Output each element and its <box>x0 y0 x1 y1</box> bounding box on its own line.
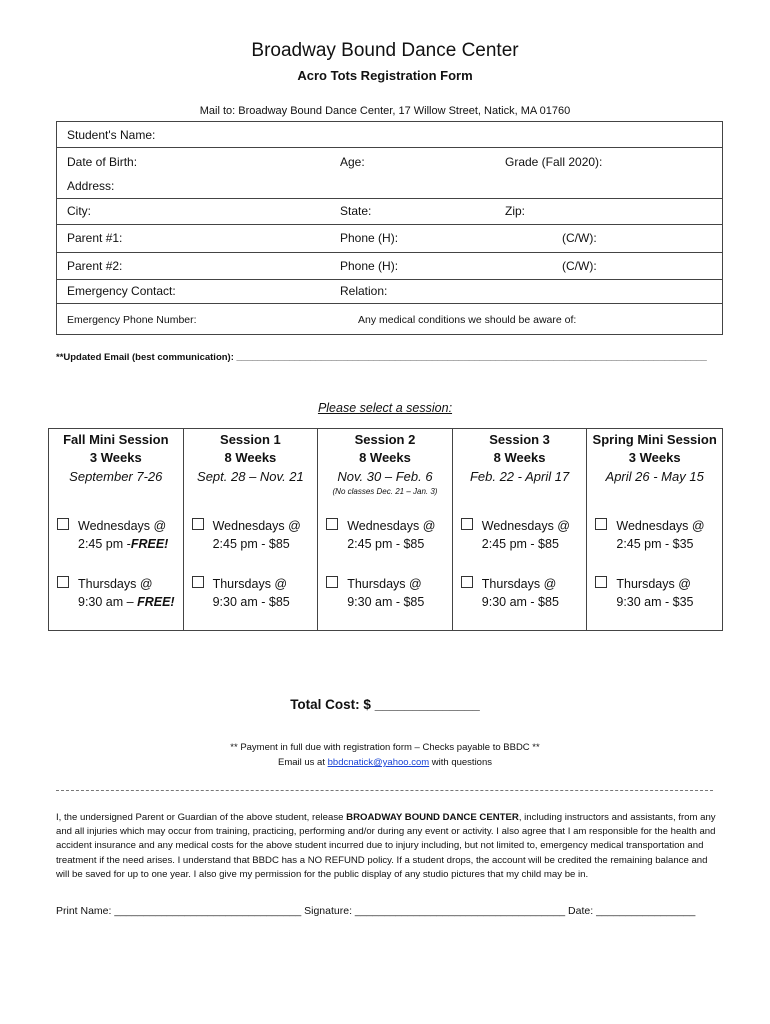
section-divider <box>56 790 713 791</box>
email-prefix: Email us at <box>277 757 328 768</box>
state-label: State: <box>340 204 372 218</box>
session-column <box>49 429 184 630</box>
session-weeks: 3 Weeks <box>89 450 142 465</box>
email-link[interactable]: bbdcnatick@yahoo.com <box>327 757 430 768</box>
option-day: Wednesdays @ <box>347 519 436 533</box>
thursday-option[interactable] <box>326 575 424 611</box>
relation-label: Relation: <box>340 284 388 298</box>
mailing-address: Mail to: Broadway Bound Dance Center, 17 Willow Street, Natick, MA 01760 <box>199 105 571 117</box>
option-day: Wednesdays @ <box>212 519 301 533</box>
thursday-checkbox[interactable] <box>326 576 338 588</box>
thursday-checkbox[interactable] <box>461 576 473 588</box>
wednesday-checkbox[interactable] <box>57 518 69 530</box>
session-name: Fall Mini Session <box>63 432 169 447</box>
option-day: Thursdays @ <box>481 577 557 591</box>
session-dates: April 26 - May 15 <box>605 469 704 484</box>
session-dates: Sept. 28 – Nov. 21 <box>197 469 304 484</box>
session-dates: Nov. 30 – Feb. 6 <box>337 469 433 484</box>
session-weeks: 8 Weeks <box>359 450 411 465</box>
thursday-checkbox[interactable] <box>595 576 607 588</box>
age-label: Age: <box>340 155 365 169</box>
session-weeks: 8 Weeks <box>493 450 546 465</box>
form-subtitle: Acro Tots Registration Form <box>297 68 473 83</box>
session-table <box>48 428 723 631</box>
wednesday-checkbox[interactable] <box>326 518 338 530</box>
student-name-label: Student's Name: <box>67 128 156 142</box>
option-time: 2:45 pm - $85 <box>212 537 290 551</box>
session-column <box>453 429 588 630</box>
session-dates: Feb. 22 - April 17 <box>469 469 570 484</box>
option-time: 9:30 am - $85 <box>347 595 425 609</box>
option-day: Wednesdays @ <box>78 519 167 533</box>
session-name: Session 3 <box>489 432 550 447</box>
parent1-label: Parent #1: <box>67 231 123 245</box>
wednesday-option[interactable] <box>461 517 570 553</box>
thursday-checkbox[interactable] <box>57 576 69 588</box>
option-time: 2:45 pm - <box>78 537 131 551</box>
release-studio-name: BROADWAY BOUND DANCE CENTER <box>346 812 519 823</box>
total-cost: Total Cost: $ ______________ <box>290 697 480 712</box>
wednesday-checkbox[interactable] <box>461 518 473 530</box>
emergency-phone-label: Emergency Phone Number: <box>67 314 197 326</box>
city-label: City: <box>67 204 91 218</box>
option-price: FREE! <box>130 537 169 551</box>
dob-row <box>57 147 722 173</box>
thursday-option[interactable] <box>461 575 559 611</box>
session-column <box>184 429 319 630</box>
emergency-contact-row <box>57 279 722 304</box>
student-info-table <box>56 121 723 335</box>
session-weeks: 8 Weeks <box>224 450 277 465</box>
parent1-phone-label: Phone (H): <box>340 231 399 245</box>
option-day: Thursdays @ <box>78 577 153 591</box>
option-time: 2:45 pm - $35 <box>616 537 694 551</box>
email-note <box>0 757 770 768</box>
thursday-option[interactable] <box>595 575 693 611</box>
wednesday-option[interactable] <box>595 517 704 553</box>
thursday-option[interactable] <box>192 575 290 611</box>
email-suffix: with questions <box>429 757 492 768</box>
wednesday-checkbox[interactable] <box>192 518 204 530</box>
option-day: Thursdays @ <box>616 577 691 591</box>
thursday-option[interactable] <box>57 575 175 611</box>
student-name-row <box>57 122 722 148</box>
option-day: Thursdays @ <box>212 577 288 591</box>
updated-email-line: **Updated Email (best communication): _________________________________________________________________________________________ <box>56 352 707 363</box>
session-weeks: 3 Weeks <box>628 450 681 465</box>
option-time: 9:30 am - $85 <box>212 595 290 609</box>
option-time: 2:45 pm - $85 <box>347 537 425 551</box>
address-label: Address: <box>67 179 115 193</box>
option-time: 9:30 am - $35 <box>616 595 694 609</box>
session-name: Session 1 <box>220 432 281 447</box>
parent2-phone-label: Phone (H): <box>340 259 399 273</box>
option-day: Thursdays @ <box>347 577 422 591</box>
parent2-row <box>57 252 722 280</box>
session-dates: September 7-26 <box>69 469 163 484</box>
session-prompt: Please select a session: <box>317 401 453 415</box>
option-time: 9:30 am – <box>78 595 138 609</box>
grade-label: Grade (Fall 2020): <box>505 155 603 169</box>
session-column <box>587 429 722 630</box>
option-time: 2:45 pm - $85 <box>481 537 559 551</box>
emergency-phone-row <box>57 303 722 334</box>
city-row <box>57 198 722 225</box>
parent2-cw-label: (C/W): <box>562 259 597 273</box>
parent2-label: Parent #2: <box>67 259 123 273</box>
form-title: Broadway Bound Dance Center <box>251 40 519 61</box>
wednesday-checkbox[interactable] <box>595 518 607 530</box>
payment-note: ** Payment in full due with registration form – Checks payable to BBDC ** <box>230 742 540 753</box>
parent1-cw-label: (C/W): <box>562 231 597 245</box>
option-price: FREE! <box>137 595 175 609</box>
wednesday-option[interactable] <box>57 517 168 553</box>
emergency-contact-label: Emergency Contact: <box>67 284 176 298</box>
session-name: Spring Mini Session <box>592 432 717 447</box>
session-column <box>318 429 453 630</box>
release-text-rest: , including instructors and assistants, from any and all injuries which may occur from training, practicing, performing and/or during any event or activity. I also agree that I am responsible for the health and accident insurance and any medical costs for the above student incurred due to injury including, but not limited to, emergency medical transportation and treatment if the need arises. I understand that BBDC has a NO REFUND policy. If a student drops, the account will be credited the remaining balance and will be saved for up to one year. I also give my permission for the public display of any studio pictures that my child may be in. <box>56 812 716 880</box>
medical-conditions-label: Any medical conditions we should be aware of: <box>358 314 577 326</box>
wednesday-option[interactable] <box>192 517 301 553</box>
zip-label: Zip: <box>505 204 526 218</box>
option-time: 9:30 am - $85 <box>481 595 559 609</box>
parent1-row <box>57 224 722 253</box>
release-text-start: I, the undersigned Parent or Guardian of the above student, release <box>56 812 347 823</box>
option-day: Wednesdays @ <box>616 519 705 533</box>
thursday-checkbox[interactable] <box>192 576 204 588</box>
session-name: Session 2 <box>354 432 416 447</box>
session-note: (No classes Dec. 21 – Jan. 3) <box>332 487 438 496</box>
dob-label: Date of Birth: <box>67 155 138 169</box>
address-row <box>57 173 722 199</box>
signature-line: Print Name: ________________________________ Signature: ____________________________________ Date: _________________ <box>56 905 696 917</box>
option-day: Wednesdays @ <box>481 519 570 533</box>
wednesday-option[interactable] <box>326 517 435 553</box>
release-statement <box>56 811 719 882</box>
